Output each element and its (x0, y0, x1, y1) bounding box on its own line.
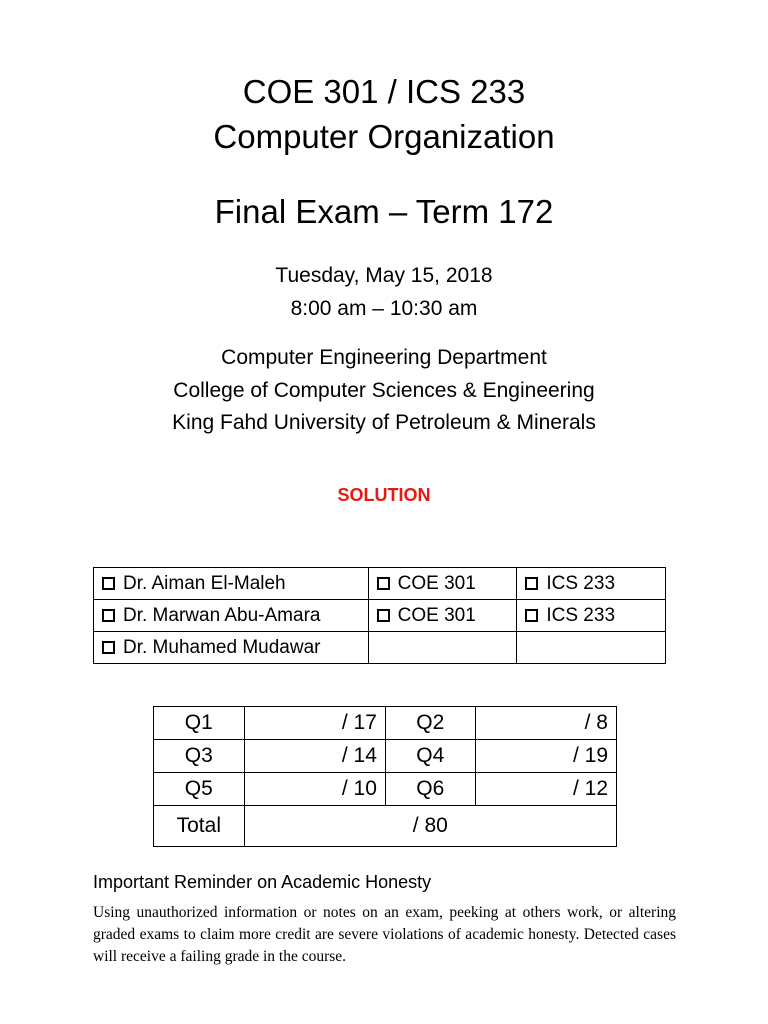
course-option-cell[interactable] (517, 568, 666, 600)
total-score: / 80 (244, 806, 616, 847)
instructor-row (94, 568, 666, 600)
checkbox-icon[interactable] (102, 641, 115, 654)
question-score: / 8 (475, 707, 616, 740)
college-name: College of Computer Sciences & Engineering (173, 379, 595, 402)
course-title: Computer Organization (213, 118, 555, 155)
reminder-text: Using unauthorized information or notes on an exam, peeking at others work, or altering graded exams to claim more credit are severe violations of academic honesty. Detected cases will receive a failing grade in the course. (93, 904, 676, 965)
question-score: / 10 (244, 773, 385, 806)
question-label: Q2 (385, 707, 475, 740)
exam-date: Tuesday, May 15, 2018 (275, 264, 493, 287)
instructor-table (93, 567, 666, 664)
question-label: Q6 (385, 773, 475, 806)
question-label: Q3 (154, 740, 245, 773)
course-option-cell[interactable] (517, 600, 666, 632)
instructor-row (94, 632, 666, 664)
course-option-label: ICS 233 (546, 572, 616, 594)
question-label: Q4 (385, 740, 475, 773)
grades-table (153, 706, 617, 847)
solution-label: SOLUTION (337, 485, 431, 505)
course-option-cell[interactable] (368, 568, 517, 600)
course-option-cell[interactable] (368, 600, 517, 632)
exam-time: 8:00 am – 10:30 am (290, 297, 478, 320)
course-code: COE 301 / ICS 233 (242, 73, 526, 110)
total-row (154, 806, 617, 847)
grade-row (154, 740, 617, 773)
checkbox-icon[interactable] (525, 577, 538, 590)
checkbox-icon[interactable] (377, 577, 390, 590)
instructor-row (94, 600, 666, 632)
question-score: / 14 (244, 740, 385, 773)
instructor-name: Dr. Aiman El-Maleh (123, 572, 286, 594)
question-score: / 17 (244, 707, 385, 740)
instructor-cell[interactable] (94, 632, 369, 664)
question-score: / 12 (475, 773, 616, 806)
question-label: Q5 (154, 773, 245, 806)
department-name: Computer Engineering Department (221, 346, 547, 369)
instructor-cell[interactable] (94, 568, 369, 600)
checkbox-icon[interactable] (377, 609, 390, 622)
empty-cell (517, 632, 666, 664)
checkbox-icon[interactable] (102, 577, 115, 590)
course-option-label: COE 301 (397, 604, 476, 626)
checkbox-icon[interactable] (525, 609, 538, 622)
university-name: King Fahd University of Petroleum & Minerals (172, 411, 596, 434)
question-label: Q1 (154, 707, 245, 740)
exam-title: Final Exam – Term 172 (214, 193, 554, 230)
question-score: / 19 (475, 740, 616, 773)
instructor-cell[interactable] (94, 600, 369, 632)
total-label: Total (154, 806, 245, 847)
instructor-name: Dr. Marwan Abu-Amara (123, 604, 321, 626)
checkbox-icon[interactable] (102, 609, 115, 622)
grade-row (154, 773, 617, 806)
course-option-label: ICS 233 (546, 604, 616, 626)
course-option-label: COE 301 (397, 572, 476, 594)
reminder-title: Important Reminder on Academic Honesty (93, 872, 432, 892)
empty-cell (368, 632, 517, 664)
grade-row (154, 707, 617, 740)
instructor-name: Dr. Muhamed Mudawar (123, 636, 321, 658)
